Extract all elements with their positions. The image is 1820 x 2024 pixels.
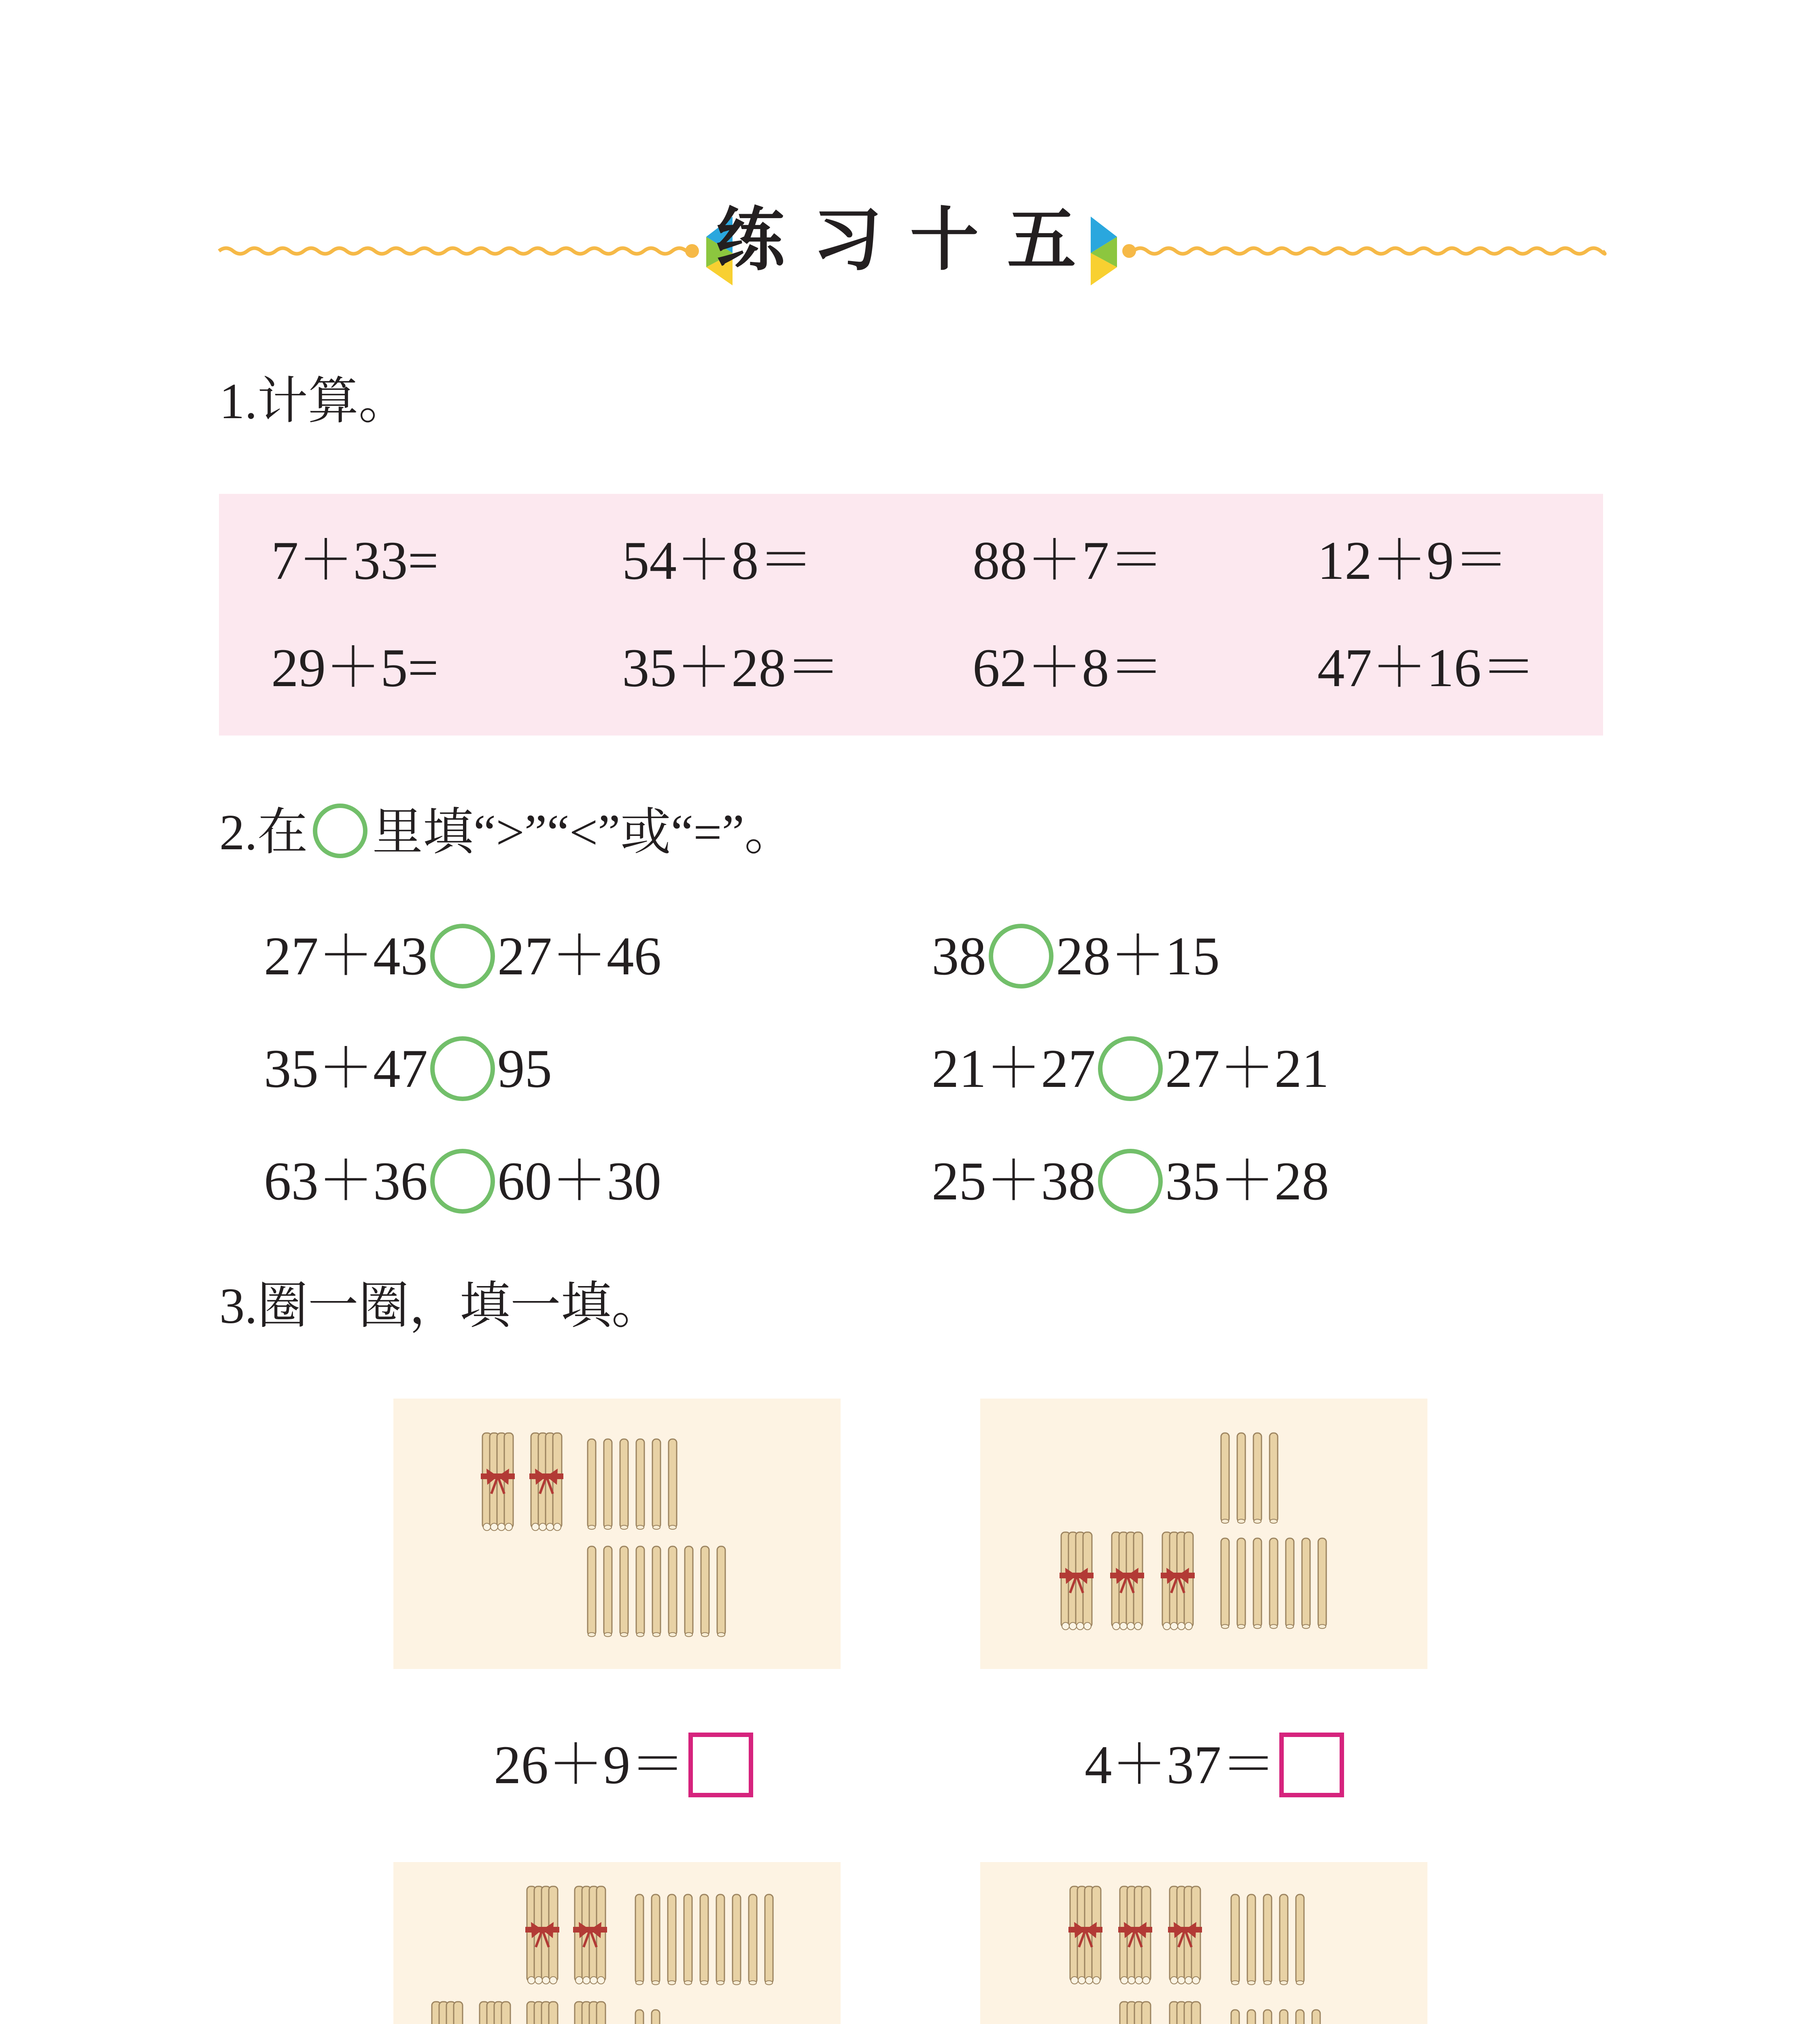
compare-item bbox=[264, 924, 661, 989]
answer-box[interactable] bbox=[1279, 1733, 1344, 1797]
stick-icon bbox=[1237, 1433, 1245, 1523]
bundle-icon bbox=[478, 2002, 512, 2024]
stick-icon bbox=[1280, 2010, 1288, 2024]
stick-icon bbox=[749, 1894, 757, 1985]
stick-icon bbox=[1312, 2010, 1320, 2024]
compare-left: 38 bbox=[932, 926, 986, 986]
stick-icon bbox=[1247, 2010, 1255, 2024]
bundle-icon bbox=[529, 1433, 563, 1531]
stick-icon bbox=[669, 1439, 677, 1529]
compare-answer-circle[interactable] bbox=[1098, 1149, 1163, 1214]
stick-icon bbox=[1253, 1433, 1261, 1523]
compare-item bbox=[932, 1149, 1329, 1214]
calc-expression: 62＋8＝ bbox=[973, 638, 1164, 698]
bundle-icon bbox=[525, 2002, 559, 2024]
compare-left: 35＋47 bbox=[264, 1038, 428, 1099]
stick-icon bbox=[1231, 2010, 1239, 2024]
stick-icon bbox=[701, 1546, 709, 1637]
calculation-box bbox=[219, 494, 1603, 736]
title-decoration bbox=[0, 0, 1820, 364]
stick-icon bbox=[733, 1894, 741, 1985]
calc-expression: 12＋9＝ bbox=[1317, 531, 1509, 591]
stick-icon bbox=[636, 1439, 644, 1529]
compare-left: 27＋43 bbox=[264, 926, 428, 986]
equation-row bbox=[1085, 1733, 1344, 1797]
compare-answer-circle[interactable] bbox=[1098, 1036, 1163, 1101]
counting-sticks-picture bbox=[393, 1862, 841, 2024]
bundle-icon bbox=[525, 1886, 559, 1984]
bundle-icon bbox=[430, 2002, 464, 2024]
q2-heading-suffix: 里填“>”“<”或“=”。 bbox=[372, 805, 795, 861]
stick-icon bbox=[588, 1439, 596, 1529]
stick-icon bbox=[1221, 1538, 1229, 1629]
counting-sticks-picture bbox=[980, 1399, 1427, 1669]
bundle-icon bbox=[1118, 1886, 1152, 1984]
stick-icon bbox=[717, 1546, 725, 1637]
calc-expression: 29＋5= bbox=[271, 638, 439, 698]
stick-icon bbox=[1264, 2010, 1272, 2024]
stick-icon bbox=[652, 1439, 660, 1529]
compare-right: 28＋15 bbox=[1056, 926, 1220, 986]
stick-icon bbox=[1247, 1894, 1255, 1985]
stick-icon bbox=[636, 1546, 644, 1637]
bundle-icon bbox=[573, 2002, 607, 2024]
compare-left: 25＋38 bbox=[932, 1151, 1096, 1212]
bundle-icon bbox=[1168, 1886, 1202, 1984]
answer-box[interactable] bbox=[688, 1733, 753, 1797]
stick-icon bbox=[1318, 1538, 1326, 1629]
compare-item bbox=[264, 1036, 552, 1101]
bundle-icon bbox=[1161, 1532, 1195, 1630]
stick-icon bbox=[652, 1894, 660, 1985]
stick-icon bbox=[1270, 1433, 1278, 1523]
stick-icon bbox=[620, 1546, 628, 1637]
compare-right: 27＋46 bbox=[497, 926, 661, 986]
q2-heading-prefix: 2.在 bbox=[219, 805, 308, 861]
stick-icon bbox=[765, 1894, 773, 1985]
compare-right: 95 bbox=[497, 1038, 552, 1099]
compare-item bbox=[932, 1036, 1329, 1101]
compare-answer-circle[interactable] bbox=[430, 1149, 495, 1214]
stick-icon bbox=[1231, 1894, 1239, 1985]
compare-right: 35＋28 bbox=[1165, 1151, 1329, 1212]
bundle-icon bbox=[481, 1433, 515, 1531]
stick-icon bbox=[635, 2010, 643, 2024]
calc-expression: 7＋33= bbox=[271, 531, 439, 591]
stick-icon bbox=[620, 1439, 628, 1529]
stick-icon bbox=[668, 1894, 676, 1985]
calc-expression: 54＋8＝ bbox=[622, 531, 813, 591]
stick-icon bbox=[1302, 1538, 1310, 1629]
equation-text: 4＋37＝ bbox=[1085, 1735, 1276, 1795]
compare-item bbox=[264, 1149, 661, 1214]
stick-icon bbox=[1253, 1538, 1261, 1629]
counting-sticks-picture bbox=[393, 1399, 841, 1669]
equation-text: 26＋9＝ bbox=[494, 1735, 685, 1795]
stick-icon bbox=[1296, 1894, 1304, 1985]
compare-left: 21＋27 bbox=[932, 1038, 1096, 1099]
compare-answer-circle[interactable] bbox=[430, 924, 495, 989]
compare-item bbox=[932, 924, 1220, 989]
equation-row bbox=[494, 1733, 753, 1797]
compare-answer-circle[interactable] bbox=[430, 1036, 495, 1101]
stick-icon bbox=[669, 1546, 677, 1637]
q3-heading: 3.圈一圈，填一填。 bbox=[219, 1278, 662, 1334]
stick-icon bbox=[1237, 1538, 1245, 1629]
calc-expression: 35＋28＝ bbox=[622, 638, 841, 698]
page-title: 练习十五 bbox=[716, 200, 1104, 280]
stick-icon bbox=[604, 1546, 612, 1637]
stick-icon bbox=[716, 1894, 724, 1985]
bundle-icon bbox=[1168, 2002, 1202, 2024]
bundle-icon bbox=[1068, 1886, 1102, 1984]
bundle-icon bbox=[1118, 2002, 1152, 2024]
circle-icon bbox=[313, 804, 367, 858]
bundle-icon bbox=[1110, 1532, 1144, 1630]
stick-icon bbox=[1264, 1894, 1272, 1985]
calc-expression: 47＋16＝ bbox=[1317, 638, 1536, 698]
stick-icon bbox=[1270, 1538, 1278, 1629]
stick-icon bbox=[652, 1546, 660, 1637]
stick-icon bbox=[604, 1439, 612, 1529]
stick-icon bbox=[588, 1546, 596, 1637]
bundle-icon bbox=[573, 1886, 607, 1984]
q1-heading: 1.计算。 bbox=[219, 374, 409, 429]
calc-expression: 88＋7＝ bbox=[973, 531, 1164, 591]
stick-icon bbox=[1296, 2010, 1304, 2024]
stick-icon bbox=[652, 2010, 660, 2024]
stick-icon bbox=[700, 1894, 708, 1985]
compare-answer-circle[interactable] bbox=[989, 924, 1053, 989]
q2-heading bbox=[219, 804, 795, 861]
compare-right: 27＋21 bbox=[1165, 1038, 1329, 1099]
stick-icon bbox=[1286, 1538, 1294, 1629]
counting-sticks-picture bbox=[980, 1862, 1427, 2024]
stick-icon bbox=[1280, 1894, 1288, 1985]
compare-right: 60＋30 bbox=[497, 1151, 661, 1212]
stick-icon bbox=[635, 1894, 643, 1985]
compare-left: 63＋36 bbox=[264, 1151, 428, 1212]
stick-icon bbox=[685, 1546, 693, 1637]
bundle-icon bbox=[1060, 1532, 1094, 1630]
stick-icon bbox=[684, 1894, 692, 1985]
stick-icon bbox=[1221, 1433, 1229, 1523]
